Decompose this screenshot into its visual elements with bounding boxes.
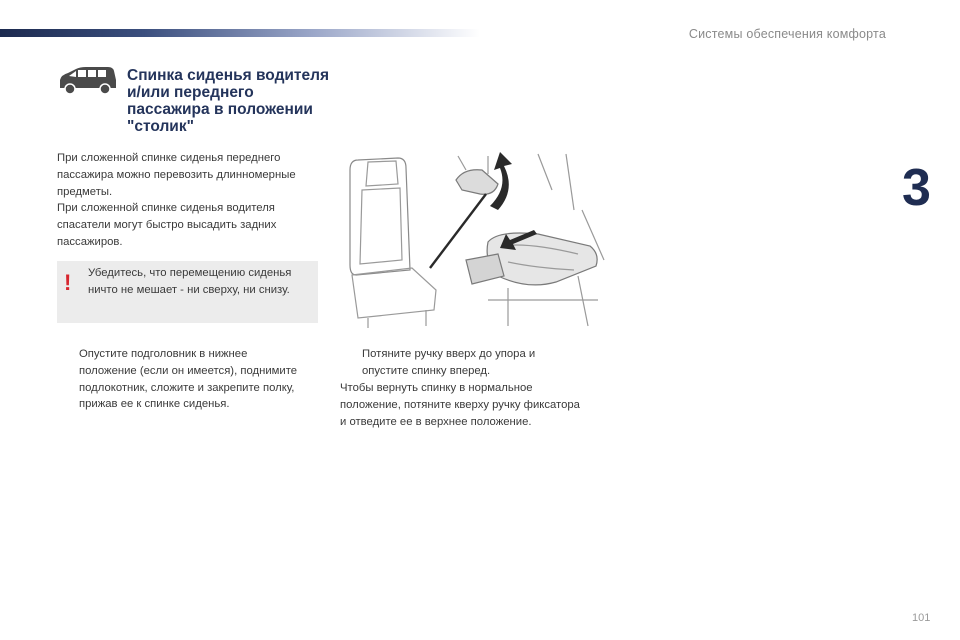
step-pull-handle bbox=[340, 346, 580, 380]
section-title: Спинка сиденья водителя и/или переднего пассажира в положении "столик" bbox=[127, 67, 330, 135]
warning-icon: ! bbox=[64, 270, 72, 295]
intro-paragraph-2: При сложенной спинке сиденья водителя спасатели могут быстро высадить задних пассажиров. bbox=[57, 202, 277, 248]
return-instructions: Чтобы вернуть спинку в нормальное положение, потяните кверху ручку фиксатора и отведите ее в верхнее положение. bbox=[340, 382, 580, 428]
intro-text bbox=[57, 150, 322, 251]
warning-text: Убедитесь, что перемещению сиденья ничто не мешает - ни сверху, ни снизу. bbox=[88, 267, 292, 296]
chapter-number: 3 bbox=[902, 159, 931, 217]
step-text: Потяните ручку вверх до упора и опустите спинку вперед. bbox=[362, 348, 536, 377]
van-icon bbox=[56, 66, 118, 96]
step-lower-headrest bbox=[57, 346, 307, 413]
header-section-title: Системы обеспечения комфорта bbox=[688, 27, 886, 41]
header-rule bbox=[0, 29, 480, 37]
intro-paragraph-1: При сложенной спинке сиденья переднего пассажира можно перевозить длинномерные предметы. bbox=[57, 152, 296, 198]
step-text: Опустите подголовник в нижнее положение (если он имеется), поднимите подлокотник, сложите и закрепите полку, прижав ее к спинке сиденья. bbox=[79, 348, 298, 411]
page-number: 101 bbox=[912, 612, 931, 624]
warning-box bbox=[57, 261, 318, 323]
seat-folding-illustration bbox=[338, 150, 608, 330]
